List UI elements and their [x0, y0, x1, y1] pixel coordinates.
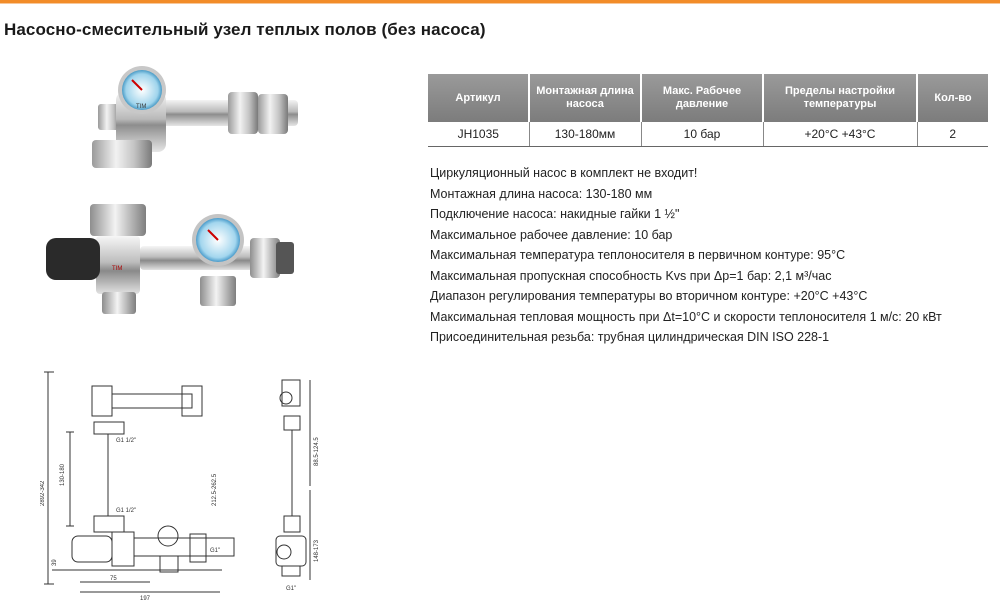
cell-temp-range: +20°C +43°C	[763, 122, 917, 147]
list-item: Подключение насоса: накидные гайки 1 ½"	[430, 207, 680, 221]
technical-drawing-front	[40, 366, 250, 606]
list-item: Максимальная пропускная способность Kvs при Δp=1 бар: 2,1 м³/час	[430, 268, 832, 283]
header-max-pressure: Макс. Рабочее давление	[641, 74, 763, 122]
features-list	[430, 163, 942, 348]
header-temp-range: Пределы настройки температуры	[763, 74, 917, 122]
dim-label-g1-top: G1 1/2"	[116, 438, 137, 444]
header-accent-line-light	[0, 3, 1000, 4]
product-marking-top: TIM	[136, 104, 147, 110]
list-item: Присоединительная резьба: трубная цилиндрическая DIN ISO 228-1	[430, 330, 830, 344]
cell-article: JH1035	[428, 122, 529, 147]
list-item: Циркуляционный насос в комплект не входит!	[430, 166, 698, 180]
dim-label-g1: G1"	[210, 548, 221, 554]
header-quantity: Кол-во	[917, 74, 988, 122]
product-photo-top	[78, 62, 308, 174]
list-item: Максимальное рабочее давление: 10 бар	[430, 227, 673, 242]
dim-label-197: 197	[140, 596, 151, 602]
dim-label-overall-height: 2892-342	[40, 480, 46, 506]
dim-label-side-bottom: 148-173	[314, 539, 320, 562]
list-item: Диапазон регулирования температуры во вторичном контуре: +20°C +43°C	[430, 289, 868, 303]
table-row	[428, 122, 988, 147]
product-marking-middle: TIM	[112, 266, 123, 272]
specs-table-header-row	[428, 74, 988, 122]
dim-label-75: 75	[110, 576, 117, 582]
dim-label-39: 39	[52, 559, 58, 566]
dim-label-g1-bottom: G1 1/2"	[116, 508, 137, 514]
cell-quantity: 2	[917, 122, 988, 147]
header-mount-length: Монтажная длина насоса	[529, 74, 641, 122]
specs-table	[428, 74, 988, 147]
cell-max-pressure: 10 бар	[641, 122, 763, 147]
header-article: Артикул	[428, 74, 529, 122]
list-item: Максимальная тепловая мощность при Δt=10°C и скорости теплоносителя 1 м/с: 20 кВт	[430, 309, 942, 324]
cell-mount-length: 130-180мм	[529, 122, 641, 147]
dim-label-side-g1: G1"	[286, 586, 297, 592]
product-photo-middle	[40, 196, 300, 318]
technical-drawing-side	[262, 366, 322, 606]
page-title: Насосно-смесительный узел теплых полов (без насоса)	[4, 20, 486, 39]
dim-label-side-top: 88.5-124.5	[314, 437, 320, 466]
dim-label-inner-height: 212.5-262.5	[212, 473, 218, 506]
list-item: Монтажная длина насоса: 130-180 мм	[430, 186, 653, 201]
list-item: Максимальная температура теплоносителя в первичном контуре: 95°C	[430, 248, 846, 262]
dim-label-pump-length: 130-180	[60, 463, 66, 486]
